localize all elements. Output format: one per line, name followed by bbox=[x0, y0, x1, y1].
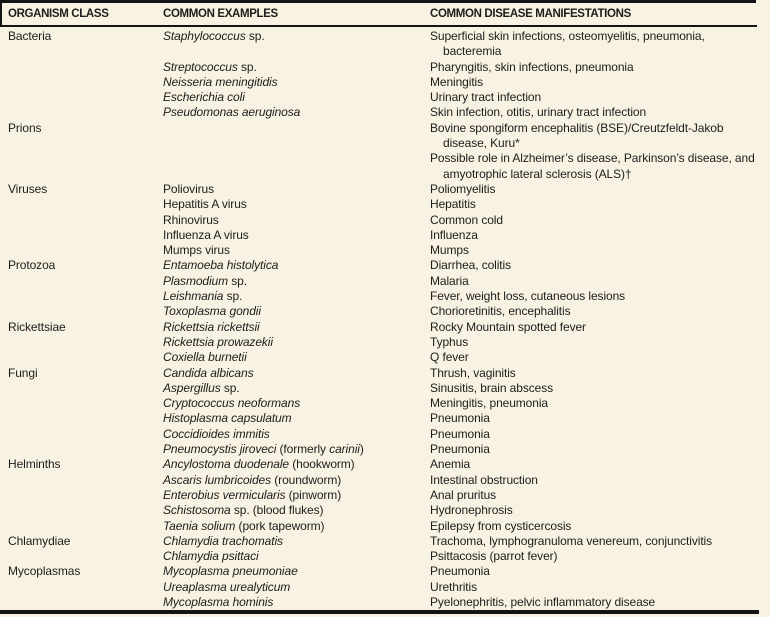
disease-cell: Pneumonia bbox=[430, 442, 490, 457]
table-row bbox=[8, 396, 756, 411]
example-cell: Chlamydia psittaci bbox=[163, 549, 259, 564]
table-row bbox=[8, 258, 756, 273]
table-row bbox=[8, 549, 756, 564]
table-body bbox=[8, 29, 756, 610]
table-row bbox=[8, 304, 756, 319]
example-cell: Plasmodium sp. bbox=[163, 273, 247, 288]
disease-cell: Anemia bbox=[430, 457, 471, 472]
table-bottom-rule bbox=[0, 610, 759, 614]
organism-class-cell: Chlamydiae bbox=[8, 533, 71, 548]
example-cell: Taenia solium (pork tapeworm) bbox=[163, 518, 325, 533]
example-cell: Mycoplasma pneumoniae bbox=[163, 564, 298, 579]
disease-cell: Poliomyelitis bbox=[430, 181, 496, 196]
disease-cell: Epilepsy from cysticercosis bbox=[430, 518, 572, 533]
column-header-disease-manifestations: COMMON DISEASE MANIFESTATIONS bbox=[430, 8, 631, 20]
header-left-tick bbox=[0, 0, 2, 26]
organism-class-cell: Fungi bbox=[8, 365, 38, 380]
table-row bbox=[8, 213, 756, 228]
table-row bbox=[8, 29, 756, 60]
disease-cell: Skin infection, otitis, urinary tract infection bbox=[430, 105, 647, 120]
table-row bbox=[8, 182, 756, 197]
example-cell: Coxiella burnetii bbox=[163, 350, 247, 365]
column-header-organism-class: ORGANISM CLASS bbox=[8, 8, 109, 20]
example-cell: Candida albicans bbox=[163, 365, 254, 380]
disease-cell: Psittacosis (parrot fever) bbox=[430, 549, 558, 564]
disease-cell: Meningitis bbox=[430, 74, 484, 89]
example-cell: Pseudomonas aeruginosa bbox=[163, 105, 301, 120]
disease-cell: Intestinal obstruction bbox=[430, 472, 538, 487]
disease-cell: Thrush, vaginitis bbox=[430, 365, 516, 380]
example-cell: Neisseria meningitidis bbox=[163, 74, 278, 89]
table-row bbox=[8, 197, 756, 212]
disease-cell: Pneumonia bbox=[430, 564, 490, 579]
example-cell: Ureaplasma urealyticum bbox=[163, 579, 291, 594]
table-row bbox=[8, 289, 756, 304]
example-cell: Influenza A virus bbox=[163, 227, 249, 242]
table-row bbox=[8, 427, 756, 442]
example-cell: Ancylostoma duodenale (hookworm) bbox=[163, 457, 355, 472]
table-top-rule bbox=[0, 0, 756, 3]
organism-class-cell: Protozoa bbox=[8, 258, 56, 273]
table-row bbox=[8, 473, 756, 488]
table-row bbox=[8, 335, 756, 350]
disease-cell: Meningitis, pneumonia bbox=[430, 396, 548, 411]
disease-cell: Superficial skin infections, osteomyelitis, pneumonia, bacteremia bbox=[430, 29, 705, 59]
example-cell: Schistosoma sp. (blood flukes) bbox=[163, 503, 324, 518]
example-cell: Toxoplasma gondii bbox=[163, 304, 261, 319]
disease-cell: Anal pruritus bbox=[430, 487, 497, 502]
table-row bbox=[8, 381, 756, 396]
organism-class-cell: Rickettsiae bbox=[8, 319, 66, 334]
example-cell: Aspergillus sp. bbox=[163, 380, 240, 395]
disease-cell: Sinusitis, brain abscess bbox=[430, 380, 553, 395]
example-cell: Hepatitis A virus bbox=[163, 197, 247, 212]
table-row bbox=[8, 580, 756, 595]
table-row bbox=[8, 90, 756, 105]
table-row bbox=[8, 75, 756, 90]
example-cell: Rickettsia rickettsii bbox=[163, 319, 260, 334]
organism-class-cell: Prions bbox=[8, 120, 42, 135]
table-row bbox=[8, 151, 756, 182]
disease-cell: Influenza bbox=[430, 227, 478, 242]
disease-cell: Pharyngitis, skin infections, pneumonia bbox=[430, 59, 634, 74]
disease-cell: Urinary tract infection bbox=[430, 90, 542, 105]
table-row bbox=[8, 366, 756, 381]
example-cell: Mumps virus bbox=[163, 243, 230, 258]
table-row bbox=[8, 243, 756, 258]
example-cell: Escherichia coli bbox=[163, 90, 245, 105]
example-cell: Enterobius vermicularis (pinworm) bbox=[163, 487, 342, 502]
disease-cell: Bovine spongiform encephalitis (BSE)/Creutzfeldt-Jakob disease, Kuru* bbox=[430, 120, 724, 151]
table-row bbox=[8, 320, 756, 335]
table-row bbox=[8, 121, 756, 152]
disease-cell: Mumps bbox=[430, 243, 469, 258]
disease-cell: Hepatitis bbox=[430, 197, 476, 212]
example-cell: Cryptococcus neoformans bbox=[163, 396, 301, 411]
example-cell: Ascaris lumbricoides (roundworm) bbox=[163, 472, 342, 487]
table-row bbox=[8, 350, 756, 365]
disease-cell: Urethritis bbox=[430, 579, 478, 594]
disease-cell: Common cold bbox=[430, 212, 503, 227]
organism-class-cell: Bacteria bbox=[8, 29, 52, 43]
example-cell: Pneumocystis jiroveci (formerly carinii) bbox=[163, 442, 364, 457]
example-cell: Staphylococcus sp. bbox=[163, 29, 265, 43]
table-row bbox=[8, 60, 756, 75]
organism-class-cell: Helminths bbox=[8, 457, 61, 472]
column-header-common-examples: COMMON EXAMPLES bbox=[163, 8, 278, 20]
disease-cell: Typhus bbox=[430, 334, 469, 349]
table-row bbox=[8, 442, 756, 457]
disease-cell: Rocky Mountain spotted fever bbox=[430, 319, 586, 334]
disease-cell: Fever, weight loss, cutaneous lesions bbox=[430, 289, 626, 304]
table-header bbox=[8, 8, 756, 20]
header-rule bbox=[0, 25, 757, 27]
table-row bbox=[8, 534, 756, 549]
example-cell: Mycoplasma hominis bbox=[163, 594, 274, 609]
table-row bbox=[8, 564, 756, 579]
table-row bbox=[8, 105, 756, 120]
organism-class-cell: Mycoplasmas bbox=[8, 564, 81, 579]
disease-cell: Pneumonia bbox=[430, 411, 490, 426]
disease-cell: Chorioretinitis, encephalitis bbox=[430, 304, 571, 319]
example-cell: Coccidioides immitis bbox=[163, 426, 270, 441]
disease-cell: Trachoma, lymphogranuloma venereum, conjunctivitis bbox=[430, 533, 713, 548]
example-cell: Streptococcus sp. bbox=[163, 59, 257, 74]
example-cell: Poliovirus bbox=[163, 181, 215, 196]
table-row bbox=[8, 595, 756, 610]
example-cell: Entamoeba histolytica bbox=[163, 258, 279, 273]
table-row bbox=[8, 519, 756, 534]
example-cell: Rickettsia prowazekii bbox=[163, 334, 273, 349]
disease-cell: Hydronephrosis bbox=[430, 503, 513, 518]
example-cell: Rhinovirus bbox=[163, 212, 219, 227]
table-row bbox=[8, 411, 756, 426]
table-row bbox=[8, 274, 756, 289]
disease-cell: Pneumonia bbox=[430, 426, 490, 441]
table-row bbox=[8, 457, 756, 472]
table-row bbox=[8, 503, 756, 518]
disease-cell: Malaria bbox=[430, 273, 469, 288]
table-row bbox=[8, 488, 756, 503]
example-cell: Leishmania sp. bbox=[163, 289, 243, 304]
disease-cell: Diarrhea, colitis bbox=[430, 258, 511, 273]
example-cell: Histoplasma capsulatum bbox=[163, 411, 292, 426]
example-cell: Chlamydia trachomatis bbox=[163, 533, 283, 548]
table-row bbox=[8, 228, 756, 243]
disease-cell: Q fever bbox=[430, 350, 469, 365]
organism-class-cell: Viruses bbox=[8, 181, 48, 196]
disease-cell: Possible role in Alzheimer’s disease, Parkinson’s disease, and amyotrophic lateral sclerosis (ALS)† bbox=[430, 151, 755, 181]
disease-cell: Pyelonephritis, pelvic inflammatory disease bbox=[430, 594, 656, 609]
